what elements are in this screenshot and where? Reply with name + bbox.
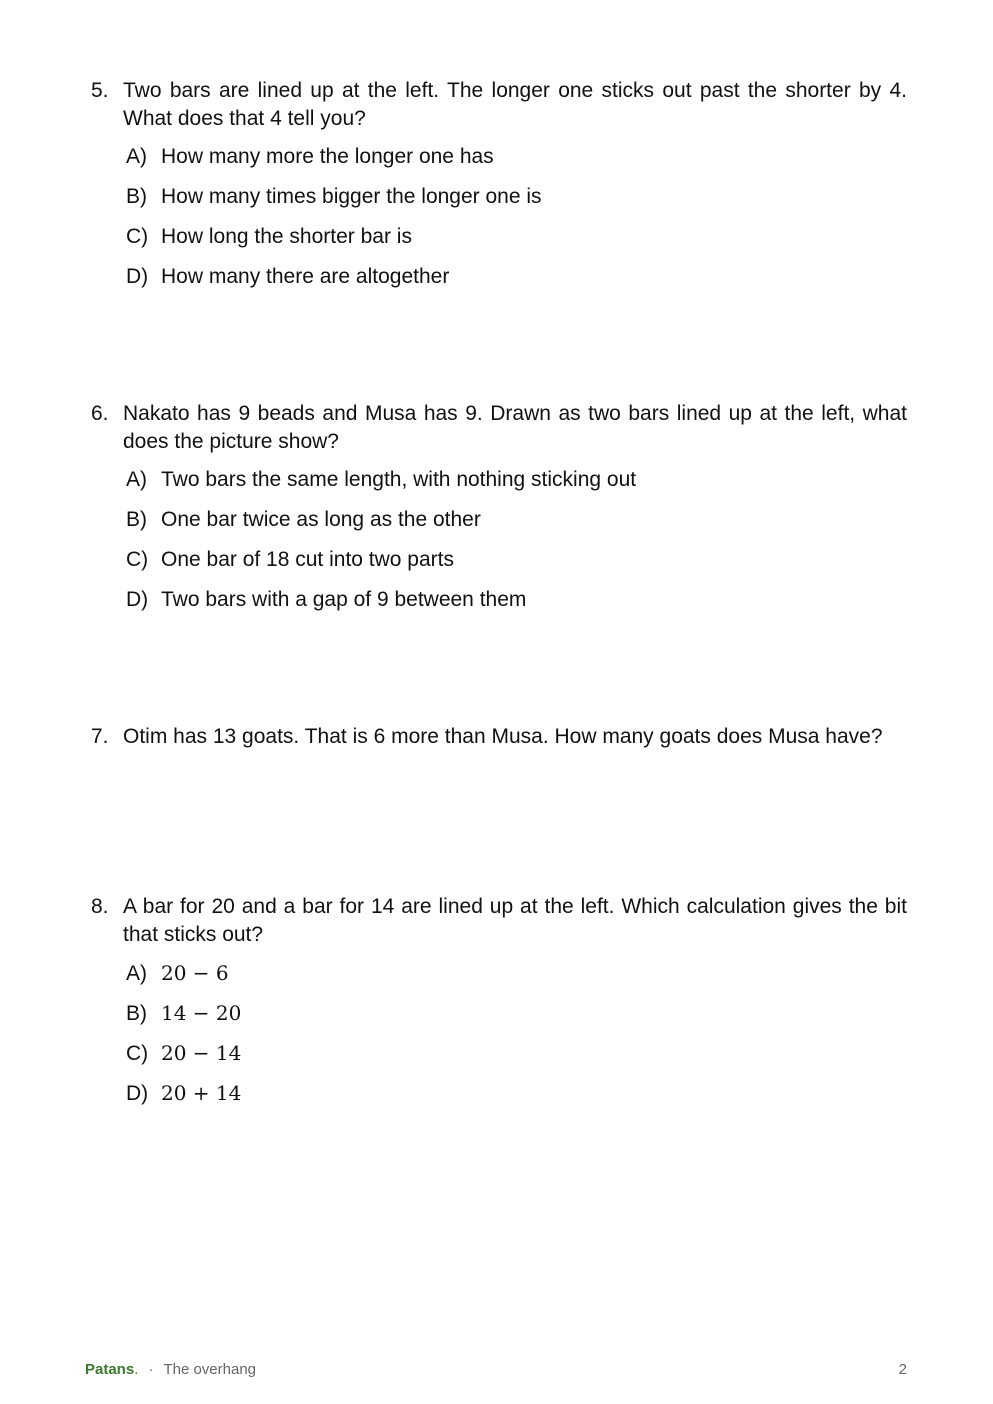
option-letter: D) (126, 1082, 149, 1105)
option-letter: B) (126, 1002, 147, 1025)
option-letter: A) (126, 145, 147, 168)
option-text: One bar of 18 cut into two parts (161, 548, 454, 571)
option-a (126, 466, 907, 506)
option-d (126, 1079, 907, 1119)
question-text: A bar for 20 and a bar for 14 are lined up at the left. Which calculation gives the bit that sticks out? (123, 895, 907, 946)
question-number: 6. (91, 402, 109, 425)
page-footer (85, 1361, 907, 1383)
question-number: 7. (91, 725, 109, 748)
brand-dot: . (134, 1361, 139, 1378)
option-math-expression: 20 − 6 (161, 961, 229, 985)
option-d (126, 586, 907, 626)
option-a (126, 143, 907, 183)
question-number: 8. (91, 895, 109, 918)
brand-logo-text: Patans (85, 1361, 135, 1378)
question-stem (91, 723, 907, 751)
question-number: 5. (91, 79, 109, 102)
question-7 (91, 723, 907, 751)
option-math-expression: 14 − 20 (161, 1001, 242, 1025)
answer-options (91, 143, 907, 303)
option-math-expression: 20 + 14 (161, 1081, 242, 1105)
option-b (126, 506, 907, 546)
option-text: How many more the longer one has (161, 145, 494, 168)
option-letter: A) (126, 962, 147, 985)
document-title: The overhang (163, 1361, 257, 1378)
option-text: How long the shorter bar is (161, 225, 412, 248)
option-text: How many there are altogether (161, 265, 450, 288)
option-text: How many times bigger the longer one is (161, 185, 542, 208)
option-math-expression: 20 − 14 (161, 1041, 242, 1065)
option-c (126, 1039, 907, 1079)
option-letter: D) (126, 588, 149, 611)
question-6 (91, 400, 907, 626)
option-d (126, 263, 907, 303)
option-letter: B) (126, 185, 147, 208)
option-letter: B) (126, 508, 147, 531)
footer-separator: · (148, 1361, 154, 1378)
question-5 (91, 77, 907, 303)
option-c (126, 546, 907, 586)
option-b (126, 183, 907, 223)
question-stem (91, 77, 907, 133)
option-letter: A) (126, 468, 147, 491)
option-letter: C) (126, 225, 149, 248)
question-text: Otim has 13 goats. That is 6 more than Musa. How many goats does Musa have? (123, 725, 883, 748)
question-8 (91, 893, 907, 1119)
question-text: Two bars are lined up at the left. The longer one sticks out past the shorter by 4. What does that 4 tell you? (123, 79, 907, 130)
answer-options (91, 466, 907, 626)
answer-options (91, 959, 907, 1119)
option-letter: D) (126, 265, 149, 288)
option-letter: C) (126, 548, 149, 571)
option-a (126, 959, 907, 999)
option-text: One bar twice as long as the other (161, 508, 481, 531)
option-text: Two bars the same length, with nothing sticking out (161, 468, 637, 491)
option-text: Two bars with a gap of 9 between them (161, 588, 527, 611)
option-b (126, 999, 907, 1039)
option-letter: C) (126, 1042, 149, 1065)
question-stem (91, 893, 907, 949)
page-number: 2 (898, 1361, 907, 1378)
question-text: Nakato has 9 beads and Musa has 9. Drawn as two bars lined up at the left, what does the picture show? (123, 402, 907, 453)
question-stem (91, 400, 907, 456)
option-c (126, 223, 907, 263)
